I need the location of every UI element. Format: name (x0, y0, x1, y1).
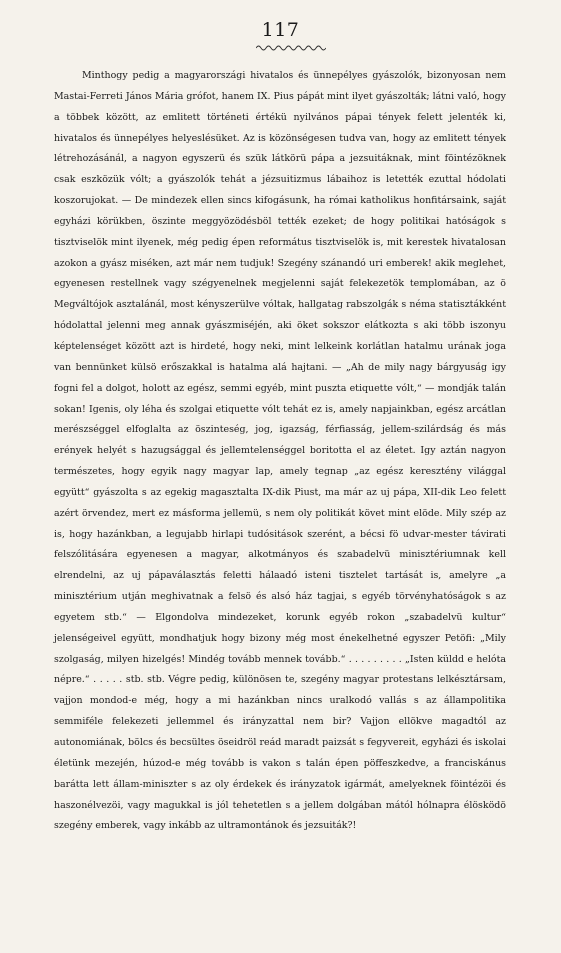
wavy-rule-icon (256, 44, 326, 52)
page-number: 117 (261, 19, 300, 41)
body-text (54, 66, 506, 837)
ornament-divider (256, 44, 326, 52)
paragraph: Minthogy pedig a magyarországi hivatalos és ünnepélyes gyászolók, bizonyosan nem Mastai-Ferreti János Mária grófot, hanem IX. Pius pápát mint ilyet gyászolták; látni való, hogy a többek között, az emlitett történeti értékü nyilvános pápai tények felett jelenték ki, hivatalos és ünnepélyes helyeslésüket. Az is közönségesen tudva van, hogy az emlitett tények létrehozásánál, a nagyon egyszerü és szük látkörü pápa a jezsuitáknak, mint föintézöknek csak eszközük vólt; a gyászolók tehát a jézsuitizmus lábaihoz is letették ezuttal hódolati koszorujokat. — De mindezek ellen sincs kifogásunk, ha római katholikus honfitársaink, saját egyházi körükben, öszinte meggyözödésböl tették ezeket; de hogy politikai hatóságok s tisztviselök mint ilyenek, még pedig épen református tisztviselök is, mit kerestek hivatalosan azokon a gyász miséken, azt már nem tudjuk! Szegény szánandó uri emberek! akik meglehet, egyenesen restellnek vagy szégyenelnek megjelenni saját felekezetök templomában, az ö Megváltójok asztalánál, most kényszerülve vóltak, hallgatag rabszolgák s néma statisztákként hódolattal jelenni meg annak gyászmiséjén, aki öket sokszor elátkozta s aki több iszonyu képtelenséget között azt is hirdeté, hogy neki, mint lelkeink korlátlan hatalmu urának joga van bennünket külsö erőszakkal is hatalma alá hajtani. — „Ah de mily nagy bárgyuság igy fogni fel a dolgot, holott az egész, semmi egyéb, mint puszta etiquette vólt,“ — mondják talán sokan! Igenis, oly léha és szolgai etiquette vólt tehát ez is, amely napjainkban, egész arcátlan merészséggel elfoglalta az öszinteség, jog, igazság, férfiasság, jellem-szilárdság és más erények helyét s hazugsággal és jellemtelenséggel boritotta el az életet. Igy aztán nagyon természetes, hogy egyik nagy magyar lap, amely tegnap „az egész keresztény világgal együtt“ gyászolta s az egekig magasztalta IX-dik Piust, ma már az uj pápa, XII-dik Leo felett azért örvendez, mert ez másforma jellemü, s nem oly politikát követ mint elöde. Mily szép az is, hogy hazánkban, a legujabb hirlapi tudósitások szerént, a bécsi fö udvar-mester távirati felszólitására egyenesen a magyar, alkotmányos és szabadelvü minisztériumnak kell elrendelni, az uj pápaválasztás feletti hálaadó isteni tisztelet tartását is, amelyre „a minisztérium utján meghivatnak a felsö és alsó ház tagjai, s egyéb törvényhatóságok s az egyetem stb.“ — Elgondolva mindezeket, korunk egyéb rokon „szabadelvü kultur“ jelenségeivel együtt, mondhatjuk hogy bizony még most énekelhetné egyszer Petöfi: „Mily szolgaság, milyen hizelgés! Mindég tovább mennek tovább.“ . . . . . . . . . „Isten küldd e helóta népre.“ . . . . . stb. stb. Végre pedig, különösen te, szegény magyar protestans lelkésztársam, vajjon mondod-e még, hogy a mi hazánkban nincs uralkodó vallás s az állampolitika semmiféle felekezeti jellemmel és irányzattal nem bir? Vajjon ellökve magadtól az autonomiának, bölcs és becsültes öseidröl reád maradt paizsát s fegyvereit, egyházi és iskolai életünk mezején, húzod-e még tovább is vakon s talán épen pöffeszkedve, a franciskánus barátta lett állam-miniszter s az oly érdekek és irányzatok igármát, amelyeknek föintézöi és haszonélvezöi, vagy magukkal is jól tehetetlen s a jellem dolgában mától hólnapra élösködö szegény emberek, vagy inkább az ultramontánok és jezsuiták?! (54, 70, 506, 832)
